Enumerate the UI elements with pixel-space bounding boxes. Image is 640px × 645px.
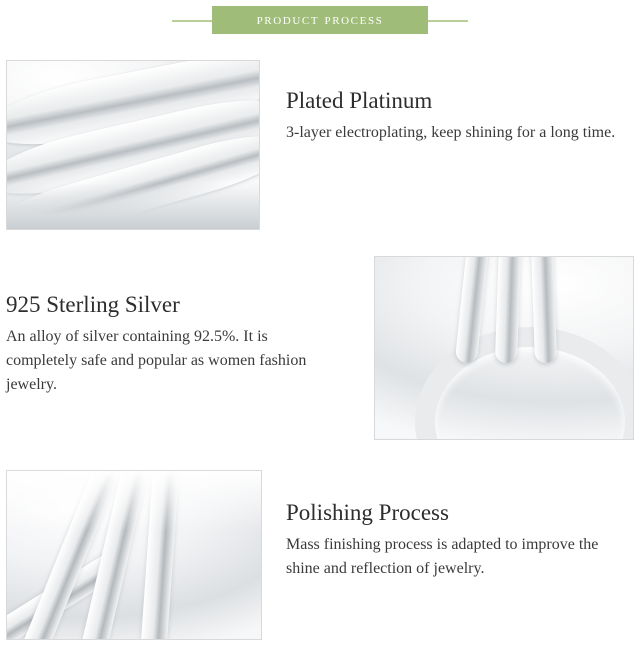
header-banner-label: product process (256, 11, 384, 28)
section-body: An alloy of silver containing 92.5%. It is completely safe and popular as women fashion jewelry. (6, 328, 307, 394)
photo-surface (7, 471, 261, 639)
polish-highlight-gradient (7, 471, 261, 531)
ring-prong (495, 256, 521, 363)
photo-surface (375, 257, 633, 439)
product-process-header (0, 0, 640, 42)
section-plated-platinum (286, 88, 616, 145)
header-banner-tab (212, 6, 428, 34)
section-polishing-process (286, 500, 616, 581)
section-title: Plated Platinum (286, 88, 433, 113)
section-title: Polishing Process (286, 500, 449, 525)
section-body: 3-layer electroplating, keep shining for a long time. (286, 124, 616, 142)
section-sterling-silver (6, 292, 336, 397)
section-title: 925 Sterling Silver (6, 292, 180, 317)
band-shadow-gradient (7, 183, 259, 229)
ring-band-closeup-photo (6, 60, 260, 230)
ring-crossed-strands-photo (6, 470, 262, 640)
ring-shank-curve (415, 327, 634, 440)
photo-surface (7, 61, 259, 229)
ring-prong (531, 256, 557, 363)
section-body: Mass finishing process is adapted to improve the shine and reflection of jewelry. (286, 536, 599, 578)
ring-prongs-closeup-photo (374, 256, 634, 440)
